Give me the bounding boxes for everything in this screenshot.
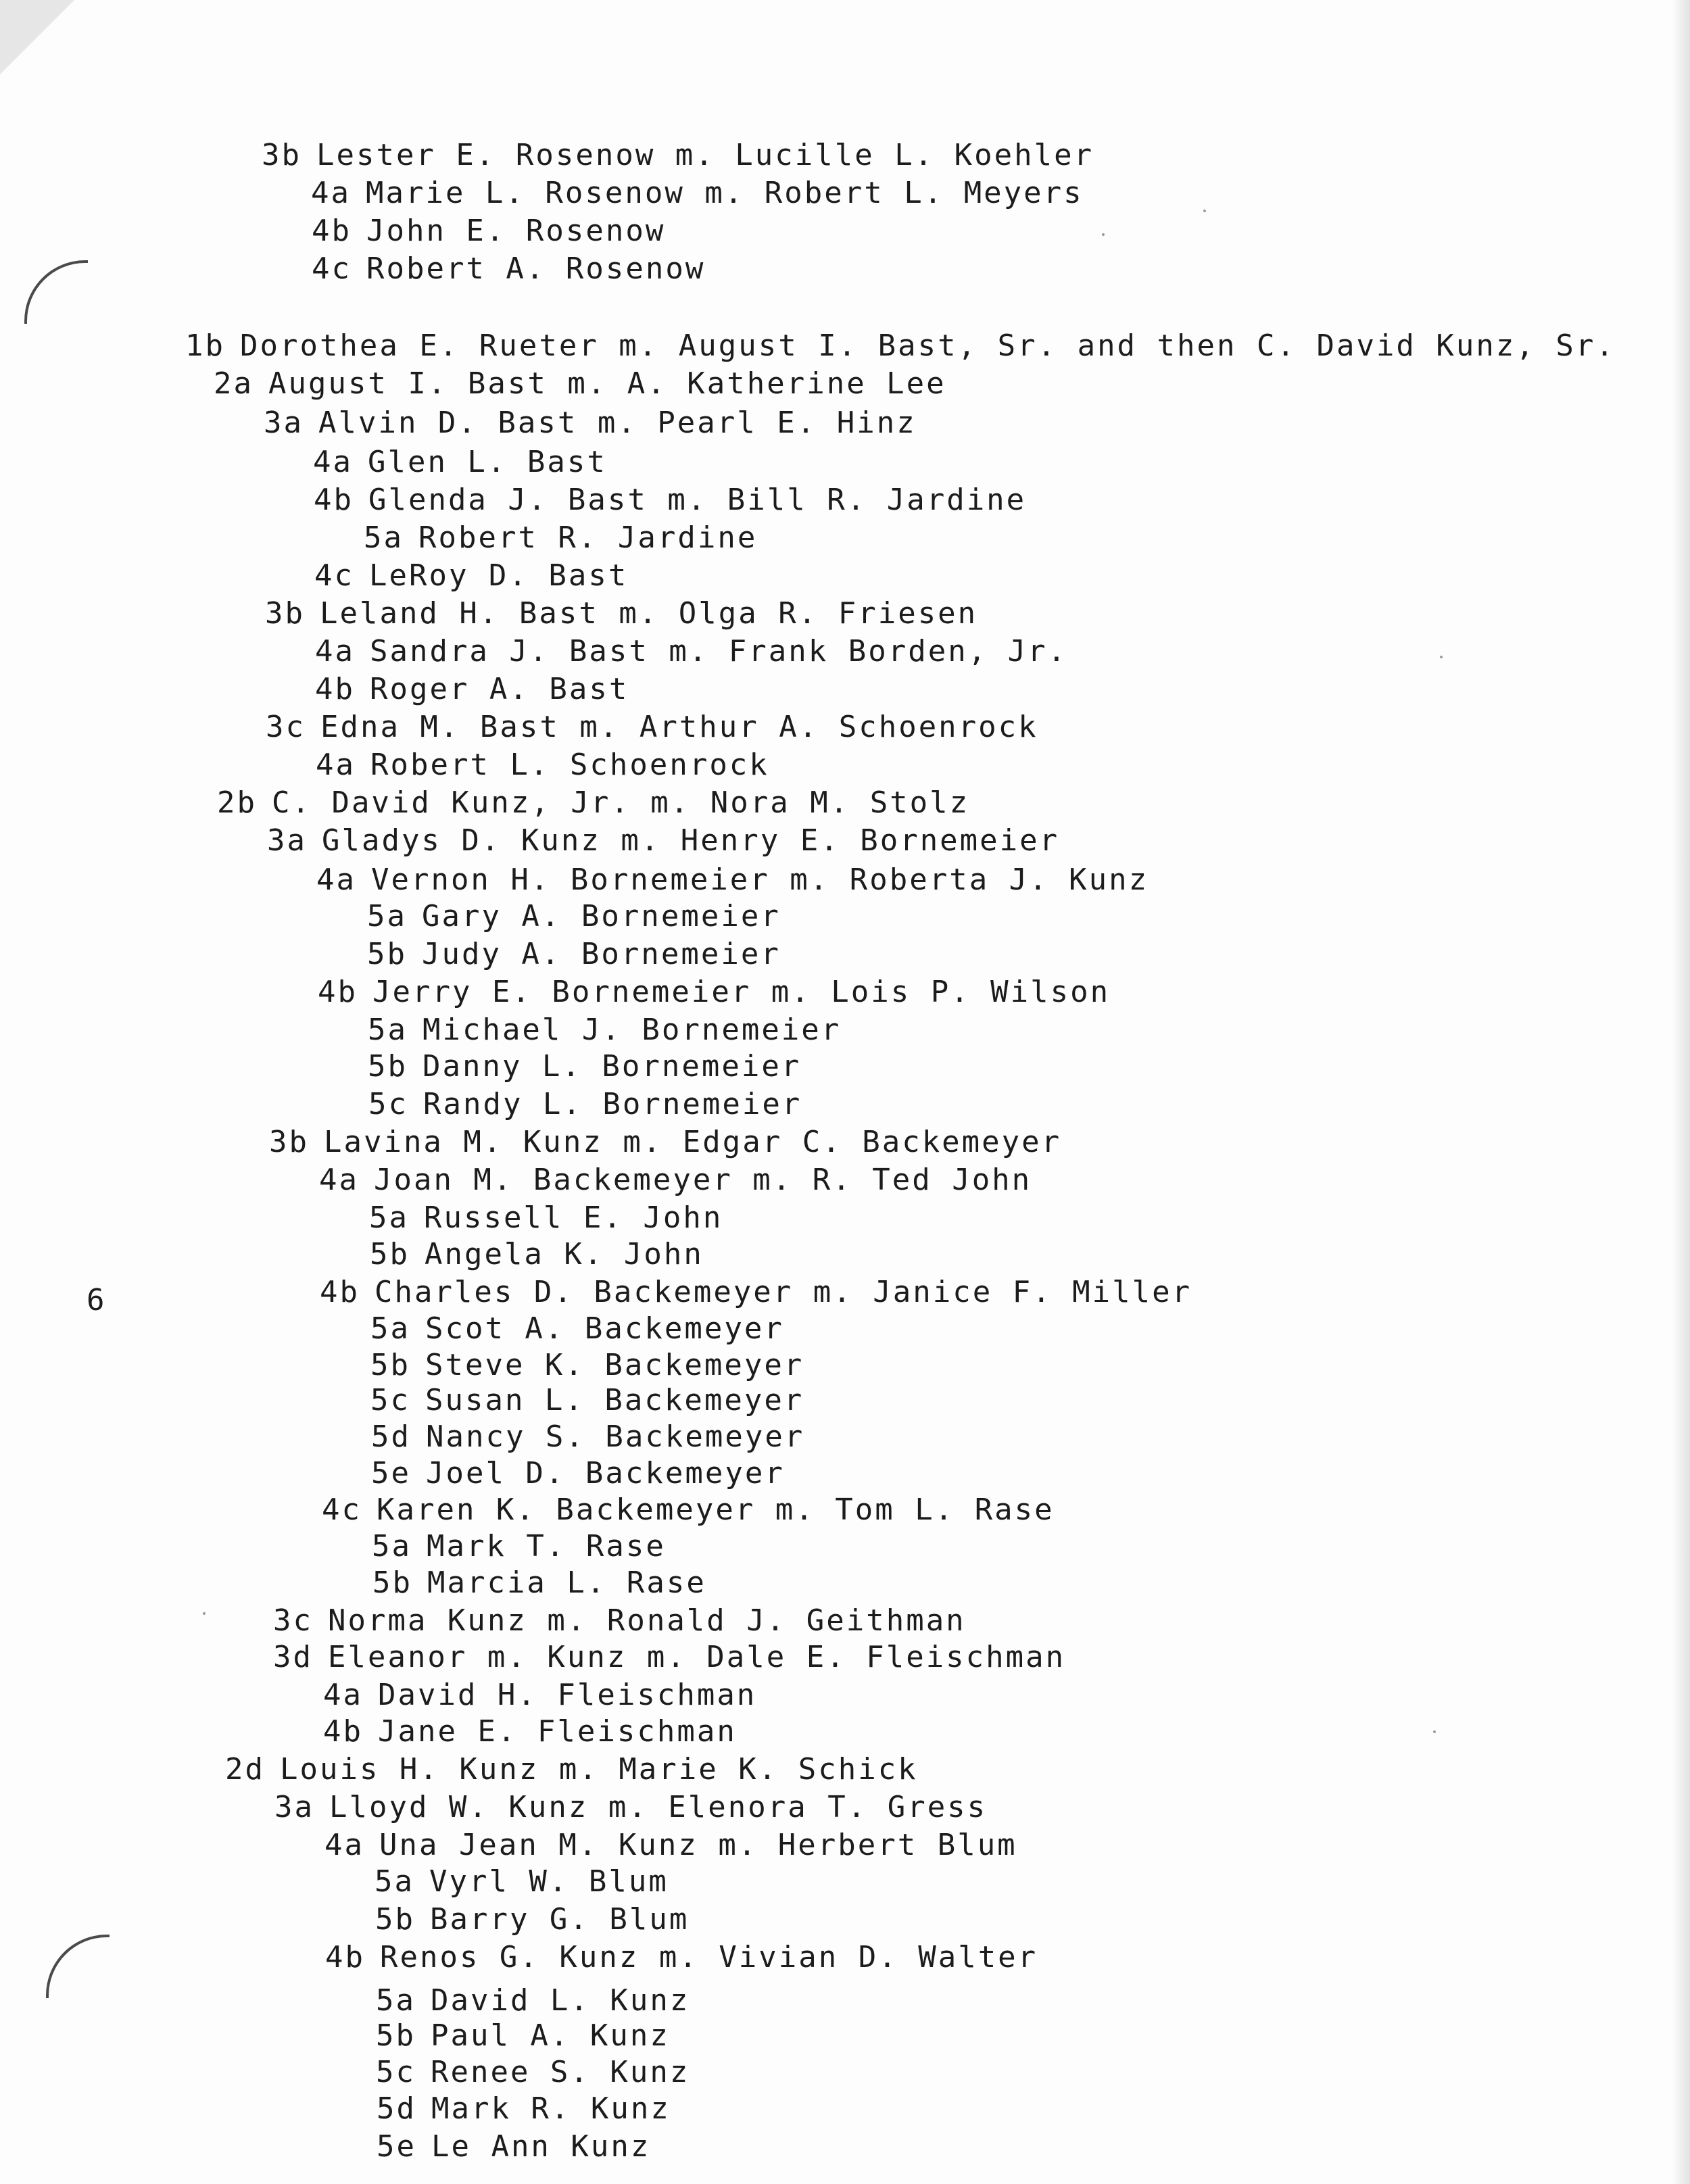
generation-code: 4b — [320, 1275, 360, 1309]
person-names: Mark T. Rase — [426, 1529, 666, 1563]
generation-code: 4a — [313, 445, 353, 479]
generation-code: 3d — [273, 1640, 313, 1674]
person-names: Lavina M. Kunz m. Edgar C. Backemeyer — [323, 1125, 1062, 1159]
genealogy-entry — [312, 251, 706, 286]
genealogy-entry — [314, 558, 629, 593]
generation-code: 5a — [368, 1013, 408, 1047]
generation-code: 5a — [370, 1311, 410, 1346]
generation-code: 1b — [185, 329, 225, 363]
generation-code: 2b — [217, 785, 257, 820]
page-number: 6 — [87, 1283, 105, 1317]
genealogy-entry — [377, 2129, 651, 2164]
generation-code: 4b — [318, 975, 358, 1009]
genealogy-entry — [217, 785, 970, 820]
person-names: Angela K. John — [424, 1237, 704, 1271]
person-names: Mark R. Kunz — [431, 2091, 671, 2126]
generation-code: 2d — [225, 1752, 265, 1787]
genealogy-entry — [368, 1049, 802, 1084]
genealogy-entry — [364, 520, 758, 555]
genealogy-entry — [367, 899, 781, 933]
person-names: Russell E. John — [423, 1200, 723, 1235]
person-names: LeRoy D. Bast — [368, 558, 629, 593]
generation-code: 3a — [267, 823, 307, 858]
genealogy-entry — [314, 485, 1026, 515]
person-names: Lester E. Rosenow m. Lucille L. Koehler — [316, 138, 1094, 172]
generation-code: 5e — [371, 1456, 411, 1490]
person-names: Judy A. Bornemeier — [421, 937, 781, 971]
person-names: Paul A. Kunz — [430, 2018, 670, 2053]
generation-code: 4a — [319, 1163, 359, 1197]
person-names: August I. Bast m. A. Katherine Lee — [268, 366, 946, 401]
genealogy-entry — [316, 750, 769, 780]
person-names: Eleanor m. Kunz m. Dale E. Fleischman — [327, 1640, 1066, 1674]
genealogy-entry — [376, 2055, 690, 2089]
generation-code: 5b — [368, 1049, 408, 1084]
generation-code: 5b — [367, 937, 407, 971]
person-names: Michael J. Bornemeier — [422, 1013, 842, 1047]
generation-code: 5c — [376, 2055, 416, 2089]
genealogy-entry — [371, 1456, 785, 1490]
genealogy-entry — [322, 1495, 1055, 1525]
genealogy-entry — [370, 1237, 704, 1271]
generation-code: 4b — [325, 1940, 365, 1974]
generation-code: 5d — [377, 2091, 416, 2126]
generation-code: 5a — [367, 899, 407, 933]
person-names: Robert R. Jardine — [418, 520, 758, 555]
person-names: Roger A. Bast — [369, 672, 629, 706]
person-names: John E. Rosenow — [366, 214, 666, 248]
generation-code: 5c — [370, 1383, 410, 1417]
genealogy-entry — [320, 1275, 1192, 1309]
person-names: Glenda J. Bast m. Bill R. Jardine — [368, 483, 1027, 517]
person-names: Robert A. Rosenow — [366, 251, 706, 286]
generation-code: 5b — [370, 1237, 410, 1271]
genealogy-entry — [375, 1864, 669, 1899]
person-names: Charles D. Backemeyer m. Janice F. Miller — [374, 1275, 1192, 1309]
genealogy-entry — [273, 1603, 966, 1638]
genealogy-entry — [225, 1752, 918, 1787]
person-names: Renee S. Kunz — [430, 2055, 690, 2089]
generation-code: 5a — [364, 520, 404, 555]
genealogy-entry — [264, 408, 917, 438]
person-names: Norma Kunz m. Ronald J. Geithman — [327, 1603, 966, 1638]
generation-code: 4b — [323, 1714, 363, 1749]
generation-code: 5e — [377, 2129, 416, 2164]
genealogy-entry — [312, 216, 665, 246]
person-names: Karen K. Backemeyer m. Tom L. Rase — [376, 1493, 1055, 1527]
generation-code: 5c — [368, 1087, 408, 1121]
person-names: Glen L. Bast — [367, 445, 607, 479]
genealogy-entry — [371, 1419, 805, 1454]
genealogy-entry — [267, 823, 1060, 858]
person-names: Gary A. Bornemeier — [421, 899, 781, 933]
generation-code: 3a — [274, 1790, 314, 1824]
person-names: Alvin D. Bast m. Pearl E. Hinz — [318, 406, 917, 440]
person-names: Gladys D. Kunz m. Henry E. Bornemeier — [321, 823, 1060, 858]
generation-code: 5a — [376, 1983, 416, 2018]
generation-code: 4b — [312, 214, 352, 248]
person-names: Joan M. Backemeyer m. R. Ted John — [373, 1163, 1032, 1197]
genealogy-entry — [368, 1087, 802, 1121]
generation-code: 3c — [266, 710, 306, 744]
generation-code: 4c — [312, 251, 352, 286]
person-names: Susan L. Backemeyer — [425, 1383, 804, 1417]
person-names: Renos G. Kunz m. Vivian D. Walter — [379, 1940, 1038, 1974]
generation-code: 4c — [314, 558, 354, 593]
person-names: Una Jean M. Kunz m. Herbert Blum — [379, 1828, 1017, 1862]
person-names: David H. Fleischman — [377, 1678, 757, 1712]
genealogy-entry — [311, 178, 1084, 208]
genealogy-entry — [323, 1714, 737, 1749]
genealogy-entry — [315, 634, 1068, 669]
generation-code: 5b — [375, 1902, 415, 1937]
generation-code: 4a — [311, 176, 351, 210]
genealogy-entry — [370, 1311, 784, 1346]
genealogy-entry — [372, 1529, 666, 1563]
genealogy-entry — [375, 1902, 690, 1937]
genealogy-entry — [318, 977, 1110, 1007]
genealogy-entry — [316, 865, 1149, 895]
person-names: C. David Kunz, Jr. m. Nora M. Stolz — [271, 785, 970, 820]
person-names: Le Ann Kunz — [431, 2129, 651, 2164]
genealogy-entry — [315, 672, 629, 706]
generation-code: 3c — [273, 1603, 313, 1638]
person-names: Sandra J. Bast m. Frank Borden, Jr. — [369, 634, 1068, 669]
genealogy-entry — [372, 1568, 706, 1598]
generation-code: 4a — [316, 748, 356, 782]
generation-code: 3a — [264, 406, 304, 440]
genealogy-entry — [262, 138, 1094, 172]
person-names: Marie L. Rosenow m. Robert L. Meyers — [365, 176, 1084, 210]
generation-code: 4b — [314, 483, 354, 517]
genealogy-entry — [367, 937, 781, 971]
generation-code: 3b — [265, 596, 305, 631]
genealogy-entry — [319, 1165, 1032, 1195]
generation-code: 3b — [262, 138, 301, 172]
genealogy-entry — [370, 1348, 804, 1382]
genealogy-entry — [185, 331, 1616, 361]
person-names: Robert L. Schoenrock — [370, 748, 769, 782]
genealogy-entry — [323, 1680, 756, 1710]
genealogy-entry — [324, 1830, 1017, 1860]
person-names: Nancy S. Backemeyer — [425, 1419, 805, 1454]
person-names: Louis H. Kunz m. Marie K. Schick — [279, 1752, 918, 1787]
genealogy-entry — [369, 1200, 723, 1235]
genealogy-entry — [370, 1383, 804, 1417]
genealogy-entry — [313, 447, 607, 477]
generation-code: 4c — [322, 1493, 362, 1527]
generation-code: 4a — [316, 863, 356, 897]
person-names: Joel D. Backemeyer — [425, 1456, 785, 1490]
person-names: Vernon H. Bornemeier m. Roberta J. Kunz — [370, 863, 1149, 897]
genealogy-entry — [265, 596, 978, 631]
generation-code: 5b — [376, 2018, 416, 2053]
genealogy-entry — [376, 2018, 670, 2053]
generation-code: 4b — [315, 672, 355, 706]
generation-code: 2a — [214, 366, 254, 401]
person-names: Vyrl W. Blum — [429, 1864, 669, 1899]
generation-code: 4a — [323, 1678, 363, 1712]
generation-code: 5a — [372, 1529, 412, 1563]
generation-code: 5b — [372, 1566, 412, 1600]
person-names: Danny L. Bornemeier — [422, 1049, 802, 1084]
generation-code: 5a — [375, 1864, 414, 1899]
person-names: Dorothea E. Rueter m. August I. Bast, Sr. and then C. David Kunz, Sr. — [239, 329, 1616, 363]
genealogy-entry — [376, 1983, 690, 2018]
generation-code: 4a — [315, 634, 355, 669]
person-names: Steve K. Backemeyer — [425, 1348, 804, 1382]
person-names: Leland H. Bast m. Olga R. Friesen — [319, 596, 978, 631]
person-names: Edna M. Bast m. Arthur A. Schoenrock — [320, 710, 1038, 744]
person-names: Randy L. Bornemeier — [422, 1087, 802, 1121]
generation-code: 3b — [269, 1125, 309, 1159]
person-names: David L. Kunz — [430, 1983, 690, 2018]
genealogy-entry — [273, 1640, 1066, 1674]
person-names: Jane E. Fleischman — [377, 1714, 737, 1749]
generation-code: 5d — [371, 1419, 411, 1454]
generation-code: 5a — [369, 1200, 409, 1235]
person-names: Marcia L. Rase — [427, 1566, 706, 1600]
genealogy-entry — [368, 1015, 841, 1045]
genealogy-entry — [274, 1790, 988, 1824]
person-names: Scot A. Backemeyer — [425, 1311, 784, 1346]
genealogy-entry — [214, 366, 946, 401]
genealogy-entry — [269, 1127, 1061, 1157]
genealogy-entry — [377, 2091, 671, 2126]
genealogy-entry — [325, 1940, 1038, 1974]
person-names: Lloyd W. Kunz m. Elenora T. Gress — [329, 1790, 988, 1824]
generation-code: 4a — [324, 1828, 364, 1862]
generation-code: 5b — [370, 1348, 410, 1382]
person-names: Barry G. Blum — [429, 1902, 690, 1937]
person-names: Jerry E. Bornemeier m. Lois P. Wilson — [372, 975, 1111, 1009]
genealogy-entry — [266, 712, 1038, 742]
